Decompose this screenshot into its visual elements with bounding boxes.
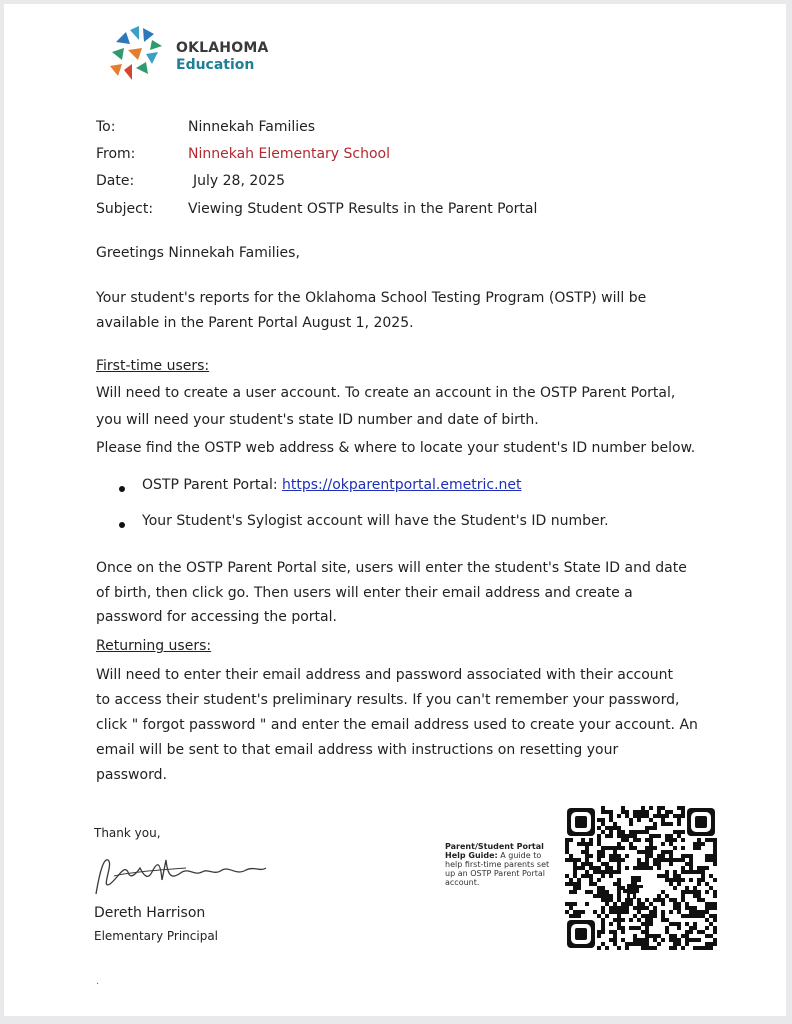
once-on-line-3: password for accessing the portal. — [96, 609, 337, 625]
greeting: Greetings Ninnekah Families, — [96, 245, 300, 261]
first-time-heading: First-time users: — [96, 358, 210, 374]
once-on-line-1: Once on the OSTP Parent Portal site, users will enter the student's State ID and date — [96, 560, 687, 576]
qr-code[interactable] — [565, 806, 719, 952]
signature-image — [90, 850, 270, 900]
logo-line-oklahoma: OKLAHOMA — [176, 40, 269, 56]
first-time-line-2: you will need your student's state ID number and date of birth. — [96, 412, 539, 428]
help-guide-desc: A guide to help first-time parents set up an OSTP Parent Portal account. — [445, 851, 550, 887]
date-value: July 28, 2025 — [193, 173, 285, 189]
sylogist-bullet: Your Student's Sylogist account will have the Student's ID number. — [142, 513, 609, 529]
principal-title: Elementary Principal — [94, 929, 219, 943]
to-label: To: — [96, 119, 116, 135]
help-guide-title-1: Parent/Student Portal — [445, 842, 544, 851]
returning-line-3: click " forgot password " and enter the email address used to create your account. An — [96, 717, 698, 733]
returning-line-5: password. — [96, 767, 167, 783]
bullet-dot — [119, 522, 125, 528]
footer-mark: . — [96, 976, 100, 987]
qr-finder-pattern — [687, 808, 715, 836]
qr-finder-pattern — [567, 808, 595, 836]
first-time-line-1: Will need to create a user account. To create an account in the OSTP Parent Portal, — [96, 385, 676, 401]
bullet-dot — [119, 486, 125, 492]
from-label: From: — [96, 146, 136, 162]
subject-label: Subject: — [96, 201, 154, 217]
returning-line-4: email will be sent to that email address with instructions on resetting your — [96, 742, 619, 758]
first-time-line-3: Please find the OSTP web address & where to locate your student's ID number below. — [96, 440, 696, 456]
qr-finder-pattern — [567, 920, 595, 948]
from-value: Ninnekah Elementary School — [188, 146, 390, 162]
returning-line-1: Will need to enter their email address and password associated with their account — [96, 667, 674, 683]
intro-line-2: available in the Parent Portal August 1, 2025. — [96, 315, 414, 331]
logo-wordmark — [176, 40, 269, 74]
portal-bullet — [142, 477, 522, 493]
portal-link[interactable]: https://okparentportal.emetric.net — [282, 477, 522, 493]
help-guide-note — [445, 842, 553, 887]
qr-dino-icon — [623, 876, 643, 899]
returning-line-2: to access their student's preliminary results. If you can't remember your password, — [96, 692, 680, 708]
logo-line-education: Education — [176, 57, 255, 73]
to-value: Ninnekah Families — [188, 119, 316, 135]
once-on-line-2: of birth, then click go. Then users will enter their email address and create a — [96, 585, 633, 601]
subject-value: Viewing Student OSTP Results in the Parent Portal — [188, 201, 538, 217]
returning-heading: Returning users: — [96, 638, 212, 654]
intro-line-1: Your student's reports for the Oklahoma School Testing Program (OSTP) will be — [96, 290, 647, 306]
thank-you: Thank you, — [94, 826, 161, 840]
oklahoma-education-logo — [106, 24, 168, 86]
letter-page — [4, 4, 786, 1016]
principal-name: Dereth Harrison — [94, 905, 206, 921]
portal-label: OSTP Parent Portal: — [142, 477, 278, 493]
logo-star-icon — [106, 24, 168, 86]
date-label: Date: — [96, 173, 135, 189]
help-guide-title-2: Help Guide: — [445, 851, 498, 860]
